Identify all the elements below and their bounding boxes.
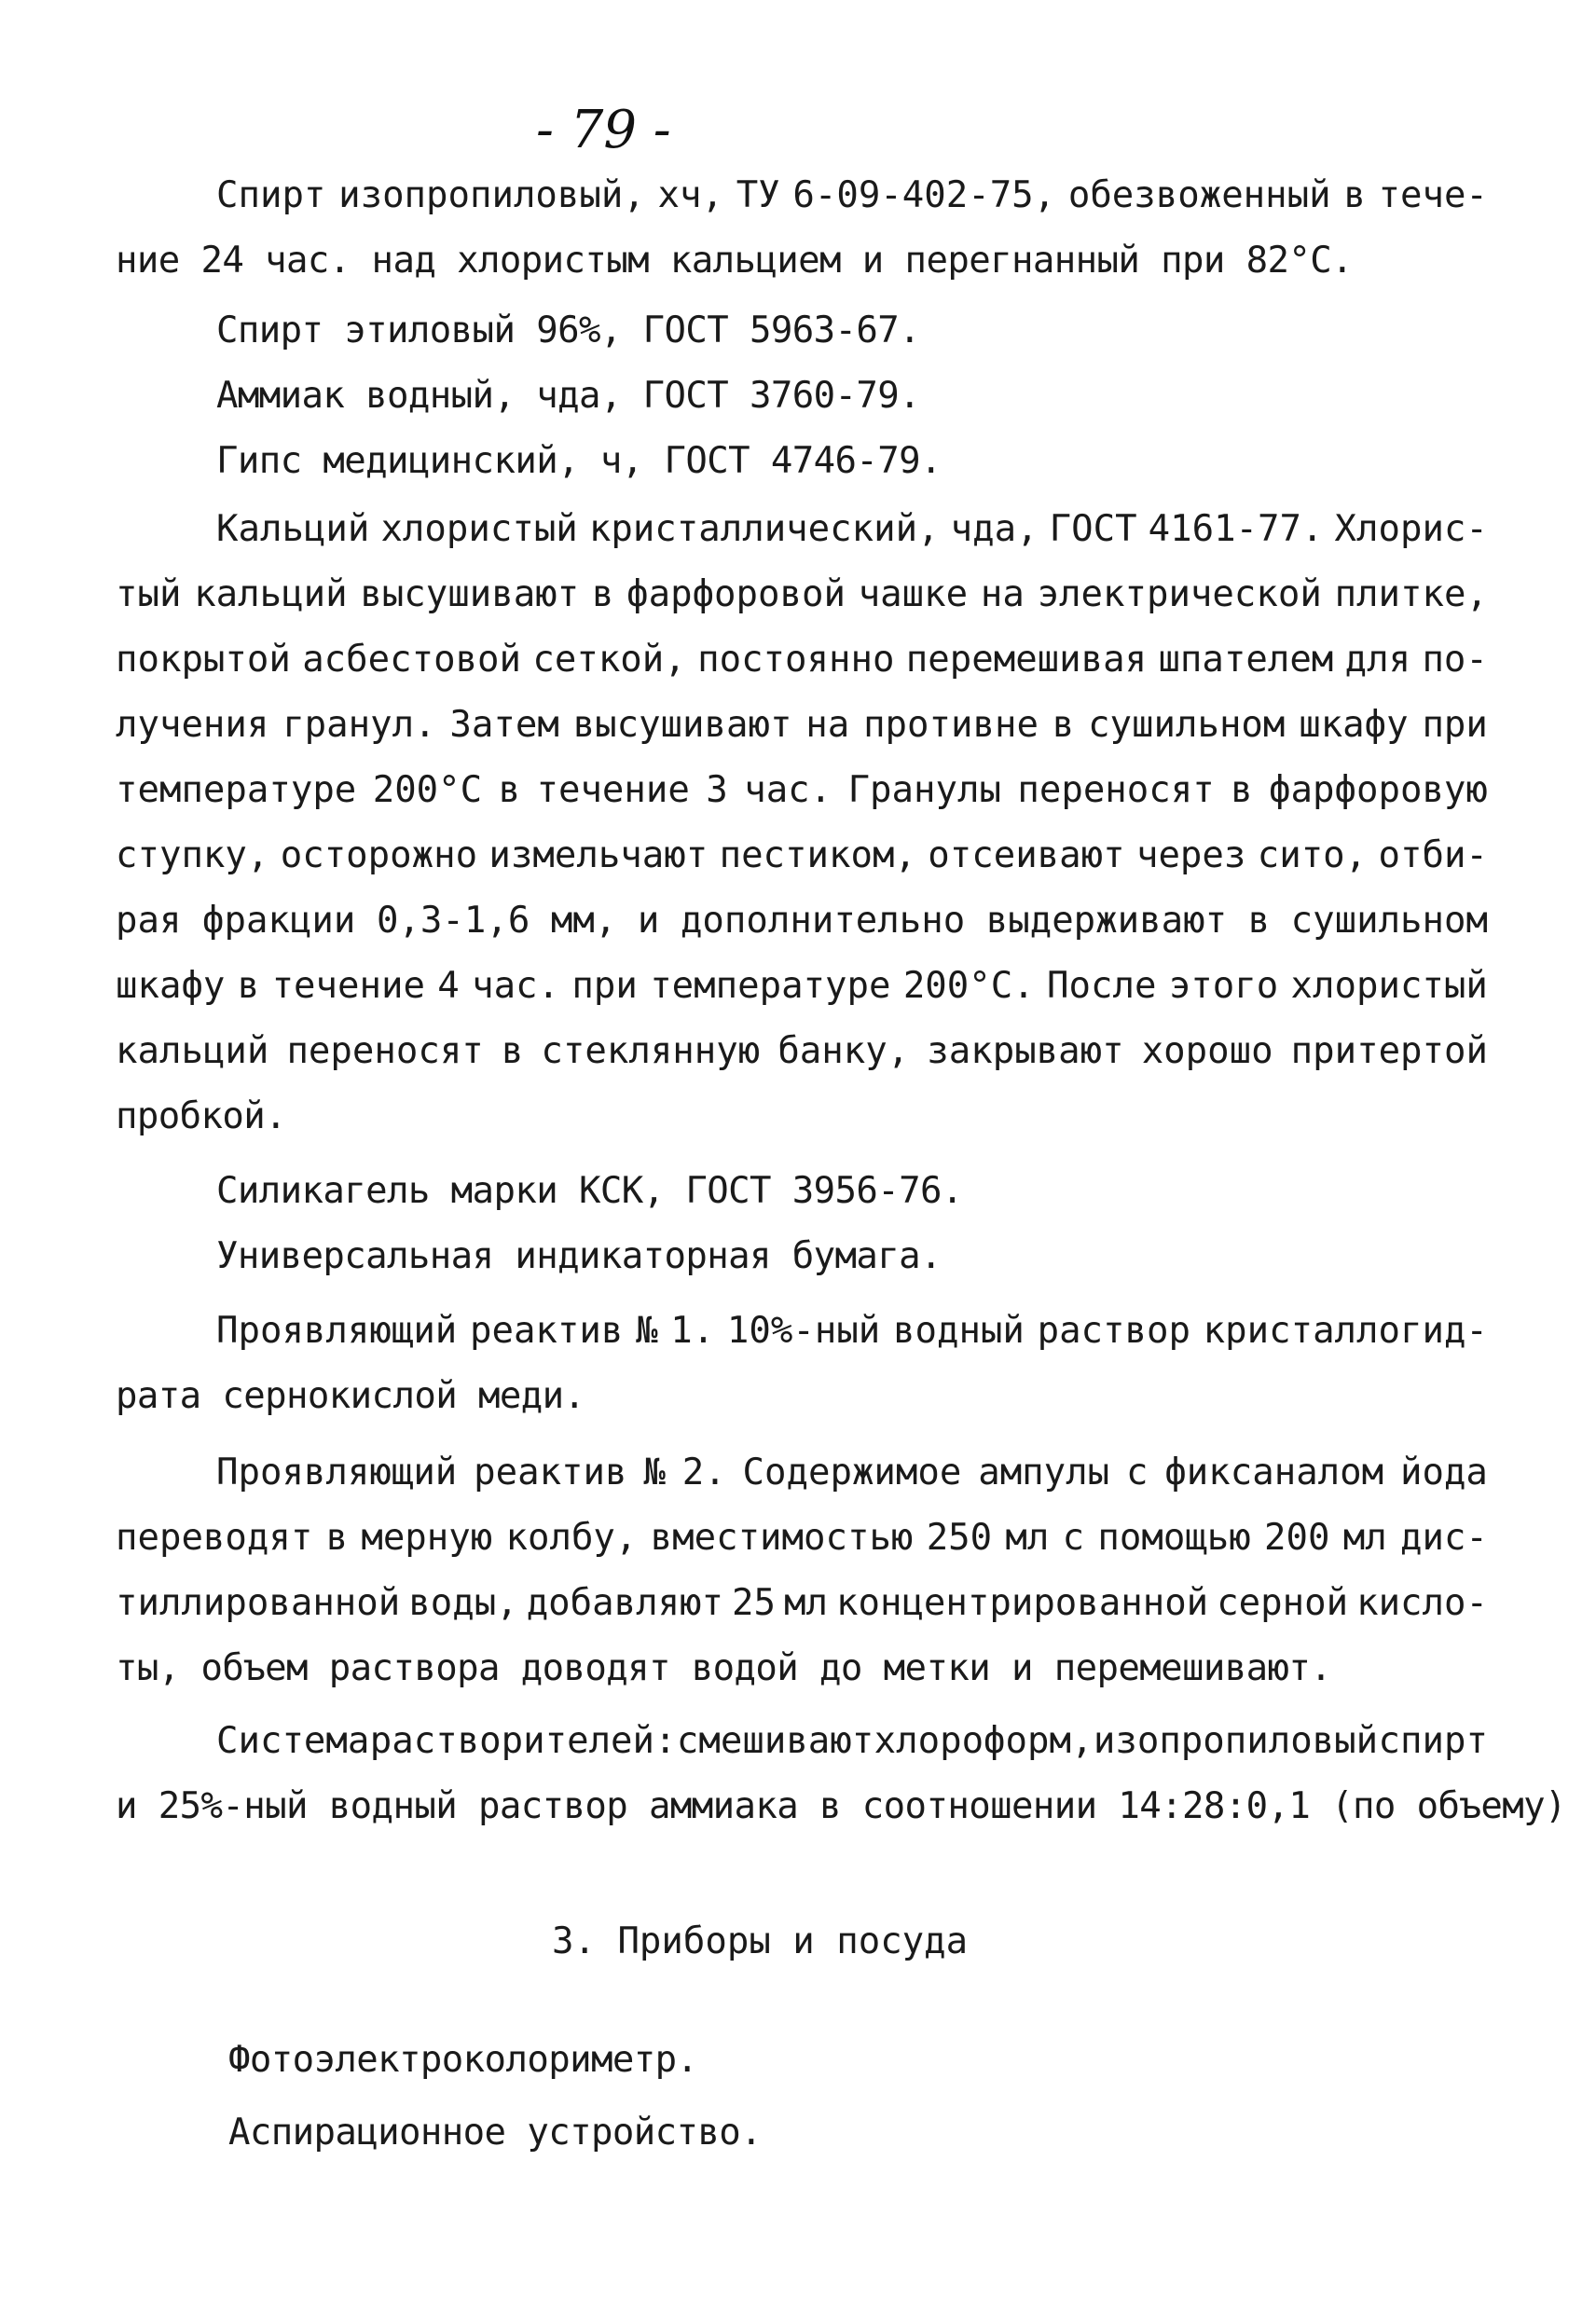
section-heading: 3. Приборы и посуда — [552, 1920, 969, 1962]
text-line: Кальций хлористый кристаллический, чда, ГОСТ 4161-77. Хлорис- — [216, 508, 1488, 550]
text-line: переводят в мерную колбу, вместимостью 250 мл с помощью 200 мл дис- — [116, 1517, 1488, 1559]
text-line: пробкой. — [116, 1095, 287, 1137]
text-line: Гипс медицинский, ч, ГОСТ 4746-79. — [216, 440, 942, 482]
page-number: - 79 - — [536, 100, 671, 160]
text-line: рата сернокислой меди. — [116, 1375, 585, 1417]
text-line: Система растворителей: смешивают хлороформ, изопропиловый спирт — [216, 1720, 1488, 1762]
text-line: шкафу в течение 4 час. при температуре 200°С. После этого хлористый — [116, 965, 1488, 1007]
text-line: лучения гранул. Затем высушивают на противне в сушильном шкафу при — [116, 704, 1488, 746]
text-line: рая фракции 0,3-1,6 мм, и дополнительно выдерживают в сушильном — [116, 900, 1488, 942]
equipment-item: Фотоэлектроколориметр. — [228, 2039, 698, 2081]
text-line: Спирт этиловый 96%, ГОСТ 5963-67. — [216, 310, 921, 351]
text-line: и 25%-ный водный раствор аммиака в соотношении 14:28:0,1 (по объему) — [116, 1785, 1566, 1827]
text-line: Проявляющий реактив № 2. Содержимое ампулы с фиксаналом йода — [216, 1452, 1488, 1493]
text-line: Универсальная индикаторная бумага. — [216, 1235, 942, 1277]
text-line: температуре 200°С в течение 3 час. Гранулы переносят в фарфоровую — [116, 769, 1488, 811]
text-line: покрытой асбестовой сеткой, постоянно перемешивая шпателем для по- — [116, 639, 1488, 681]
text-line: Силикагель марки КСК, ГОСТ 3956-76. — [216, 1170, 963, 1212]
text-line: Проявляющий реактив № 1. 10%-ный водный раствор кристаллогид- — [216, 1310, 1488, 1352]
equipment-item: Аспирационное устройство. — [228, 2112, 762, 2154]
text-line: Спирт изопропиловый, хч, ТУ 6-09-402-75, обезвоженный в тече- — [216, 174, 1488, 216]
text-line: ступку, осторожно измельчают пестиком, отсеивают через сито, отби- — [116, 834, 1488, 876]
text-line: тиллированной воды, добавляют 25 мл концентрированной серной кисло- — [116, 1582, 1488, 1624]
text-line: ты, объем раствора доводят водой до метки и перемешивают. — [116, 1647, 1332, 1689]
text-line: Аммиак водный, чда, ГОСТ 3760-79. — [216, 375, 921, 417]
text-line: тый кальций высушивают в фарфоровой чашке на электрической плитке, — [116, 573, 1488, 615]
text-line: ние 24 час. над хлористым кальцием и перегнанный при 82°С. — [116, 240, 1354, 282]
text-line: кальций переносят в стеклянную банку, закрывают хорошо притертой — [116, 1030, 1488, 1072]
